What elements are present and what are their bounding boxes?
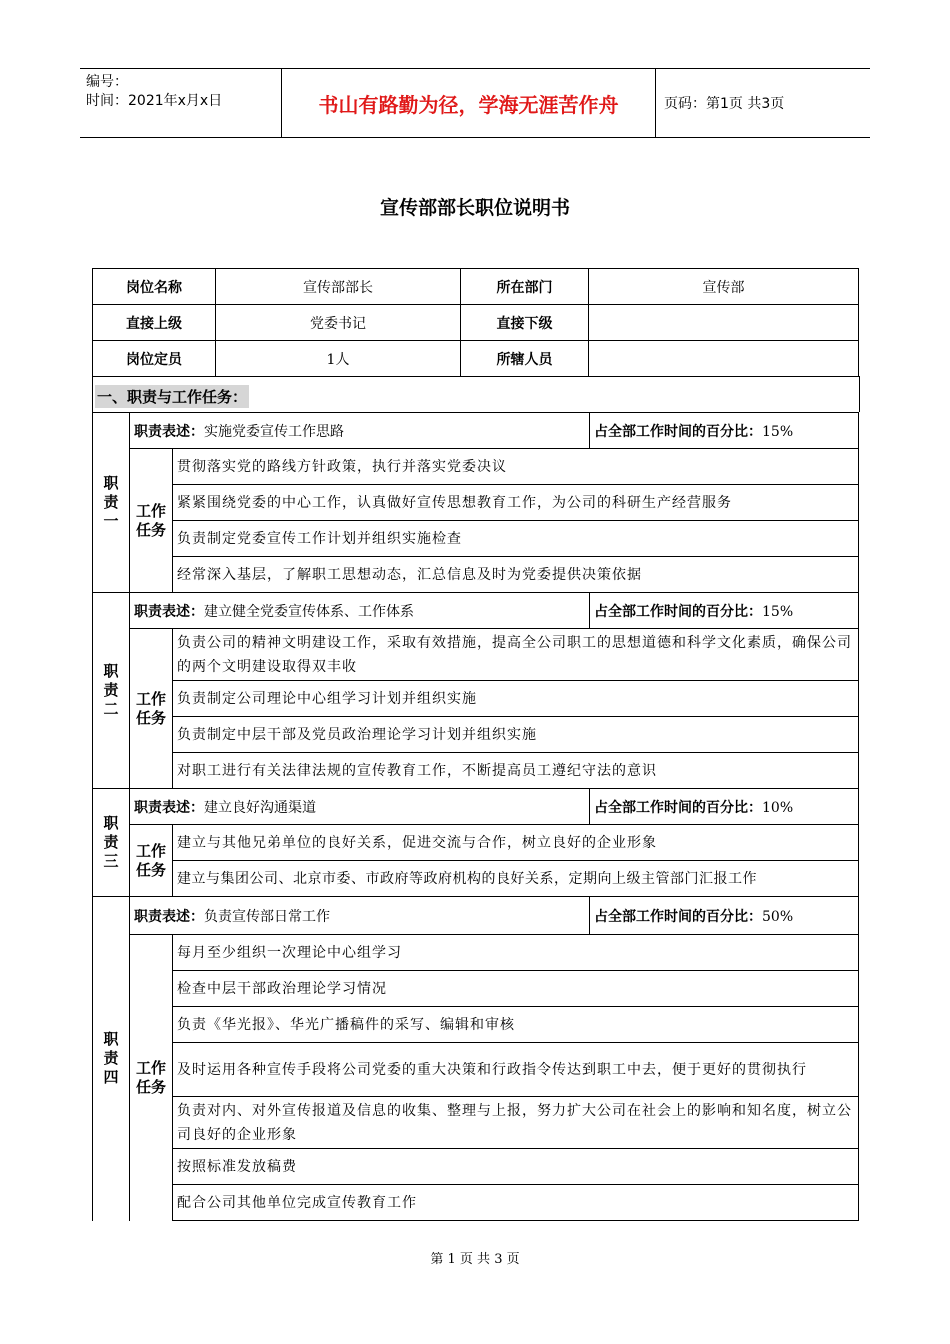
task-item: 负责制定中层干部及党员政治理论学习计划并组织实施 xyxy=(173,717,859,753)
tasks-label: 工作 任务 xyxy=(130,825,173,897)
position-value: 宣传部部长 xyxy=(216,269,461,305)
duty-description: 职责表述：建立健全党委宣传体系、工作体系 xyxy=(130,593,590,629)
page-header xyxy=(80,68,870,138)
task-item: 经常深入基层，了解职工思想动态，汇总信息及时为党委提供决策依据 xyxy=(173,557,859,593)
task-item: 贯彻落实党的路线方针政策，执行并落实党委决议 xyxy=(173,449,859,485)
duty-percent: 占全部工作时间的百分比：50% xyxy=(590,897,859,935)
slogan: 书山有路勤为径，学海无涯苦作舟 xyxy=(281,69,656,137)
staff-value xyxy=(589,341,859,377)
duty-block-3 xyxy=(92,788,859,897)
duty-percent: 占全部工作时间的百分比：15% xyxy=(590,413,859,449)
task-item: 负责公司的精神文明建设工作，采取有效措施，提高全公司职工的思想道德和科学文化素质，确保公司的两个文明建设取得双丰收 xyxy=(173,629,859,681)
task-item: 对职工进行有关法律法规的宣传教育工作，不断提高员工遵纪守法的意识 xyxy=(173,753,859,789)
tasks-label: 工作 任务 xyxy=(130,629,173,789)
number-label: 编号： xyxy=(86,74,128,90)
headcount-label: 岗位定员 xyxy=(93,341,216,377)
dept-label: 所在部门 xyxy=(461,269,589,305)
tasks-label: 工作 任务 xyxy=(130,449,173,593)
task-item: 按照标准发放稿费 xyxy=(173,1149,859,1185)
duty-label: 职 责 二 xyxy=(93,593,130,789)
page-footer: 第 1 页 共 3 页 xyxy=(430,1252,520,1267)
staff-label: 所辖人员 xyxy=(461,341,589,377)
task-item: 每月至少组织一次理论中心组学习 xyxy=(173,935,859,971)
headcount-value: 1人 xyxy=(216,341,461,377)
task-item: 负责《华光报》、华光广播稿件的采写、编辑和审核 xyxy=(173,1007,859,1043)
task-item: 建立与集团公司、北京市委、市政府等政府机构的良好关系，定期向上级主管部门汇报工作 xyxy=(173,861,859,897)
task-item: 负责制定党委宣传工作计划并组织实施检查 xyxy=(173,521,859,557)
duty-label: 职 责 四 xyxy=(93,897,130,1221)
header-meta xyxy=(86,73,222,111)
duty-label: 职 责 三 xyxy=(93,789,130,897)
subordinate-value xyxy=(589,305,859,341)
duty-description: 职责表述：实施党委宣传工作思路 xyxy=(130,413,590,449)
position-label: 岗位名称 xyxy=(93,269,216,305)
duty-description: 职责表述：负责宣传部日常工作 xyxy=(130,897,590,935)
job-info-table xyxy=(92,268,859,377)
task-item: 及时运用各种宣传手段将公司党委的重大决策和行政指令传达到职工中去，便于更好的贯彻执行 xyxy=(173,1043,859,1097)
duty-percent: 占全部工作时间的百分比：10% xyxy=(590,789,859,825)
duty-block-2 xyxy=(92,592,859,789)
task-item: 配合公司其他单位完成宣传教育工作 xyxy=(173,1185,859,1221)
superior-label: 直接上级 xyxy=(93,305,216,341)
page-info: 页码：第1页 共3页 xyxy=(664,96,785,112)
duty-label: 职 责 一 xyxy=(93,413,130,593)
superior-value: 党委书记 xyxy=(216,305,461,341)
section-title: 一、职责与工作任务： xyxy=(95,385,249,408)
document-title: 宣传部部长职位说明书 xyxy=(379,197,570,219)
date-label: 时间：2021年x月x日 xyxy=(86,93,223,109)
duty-description: 职责表述：建立良好沟通渠道 xyxy=(130,789,590,825)
duty-percent: 占全部工作时间的百分比：15% xyxy=(590,593,859,629)
tasks-label: 工作 任务 xyxy=(130,935,173,1221)
dept-value: 宣传部 xyxy=(589,269,859,305)
task-item: 紧紧围绕党委的中心工作，认真做好宣传思想教育工作，为公司的科研生产经营服务 xyxy=(173,485,859,521)
subordinate-label: 直接下级 xyxy=(461,305,589,341)
task-item: 负责制定公司理论中心组学习计划并组织实施 xyxy=(173,681,859,717)
task-item: 检查中层干部政治理论学习情况 xyxy=(173,971,859,1007)
duty-block-4 xyxy=(92,896,859,1221)
task-item: 建立与其他兄弟单位的良好关系，促进交流与合作，树立良好的企业形象 xyxy=(173,825,859,861)
task-item: 负责对内、对外宣传报道及信息的收集、整理与上报，努力扩大公司在社会上的影响和知名度，树立公司良好的企业形象 xyxy=(173,1097,859,1149)
section-heading xyxy=(92,376,860,412)
duty-block-1 xyxy=(92,412,859,593)
